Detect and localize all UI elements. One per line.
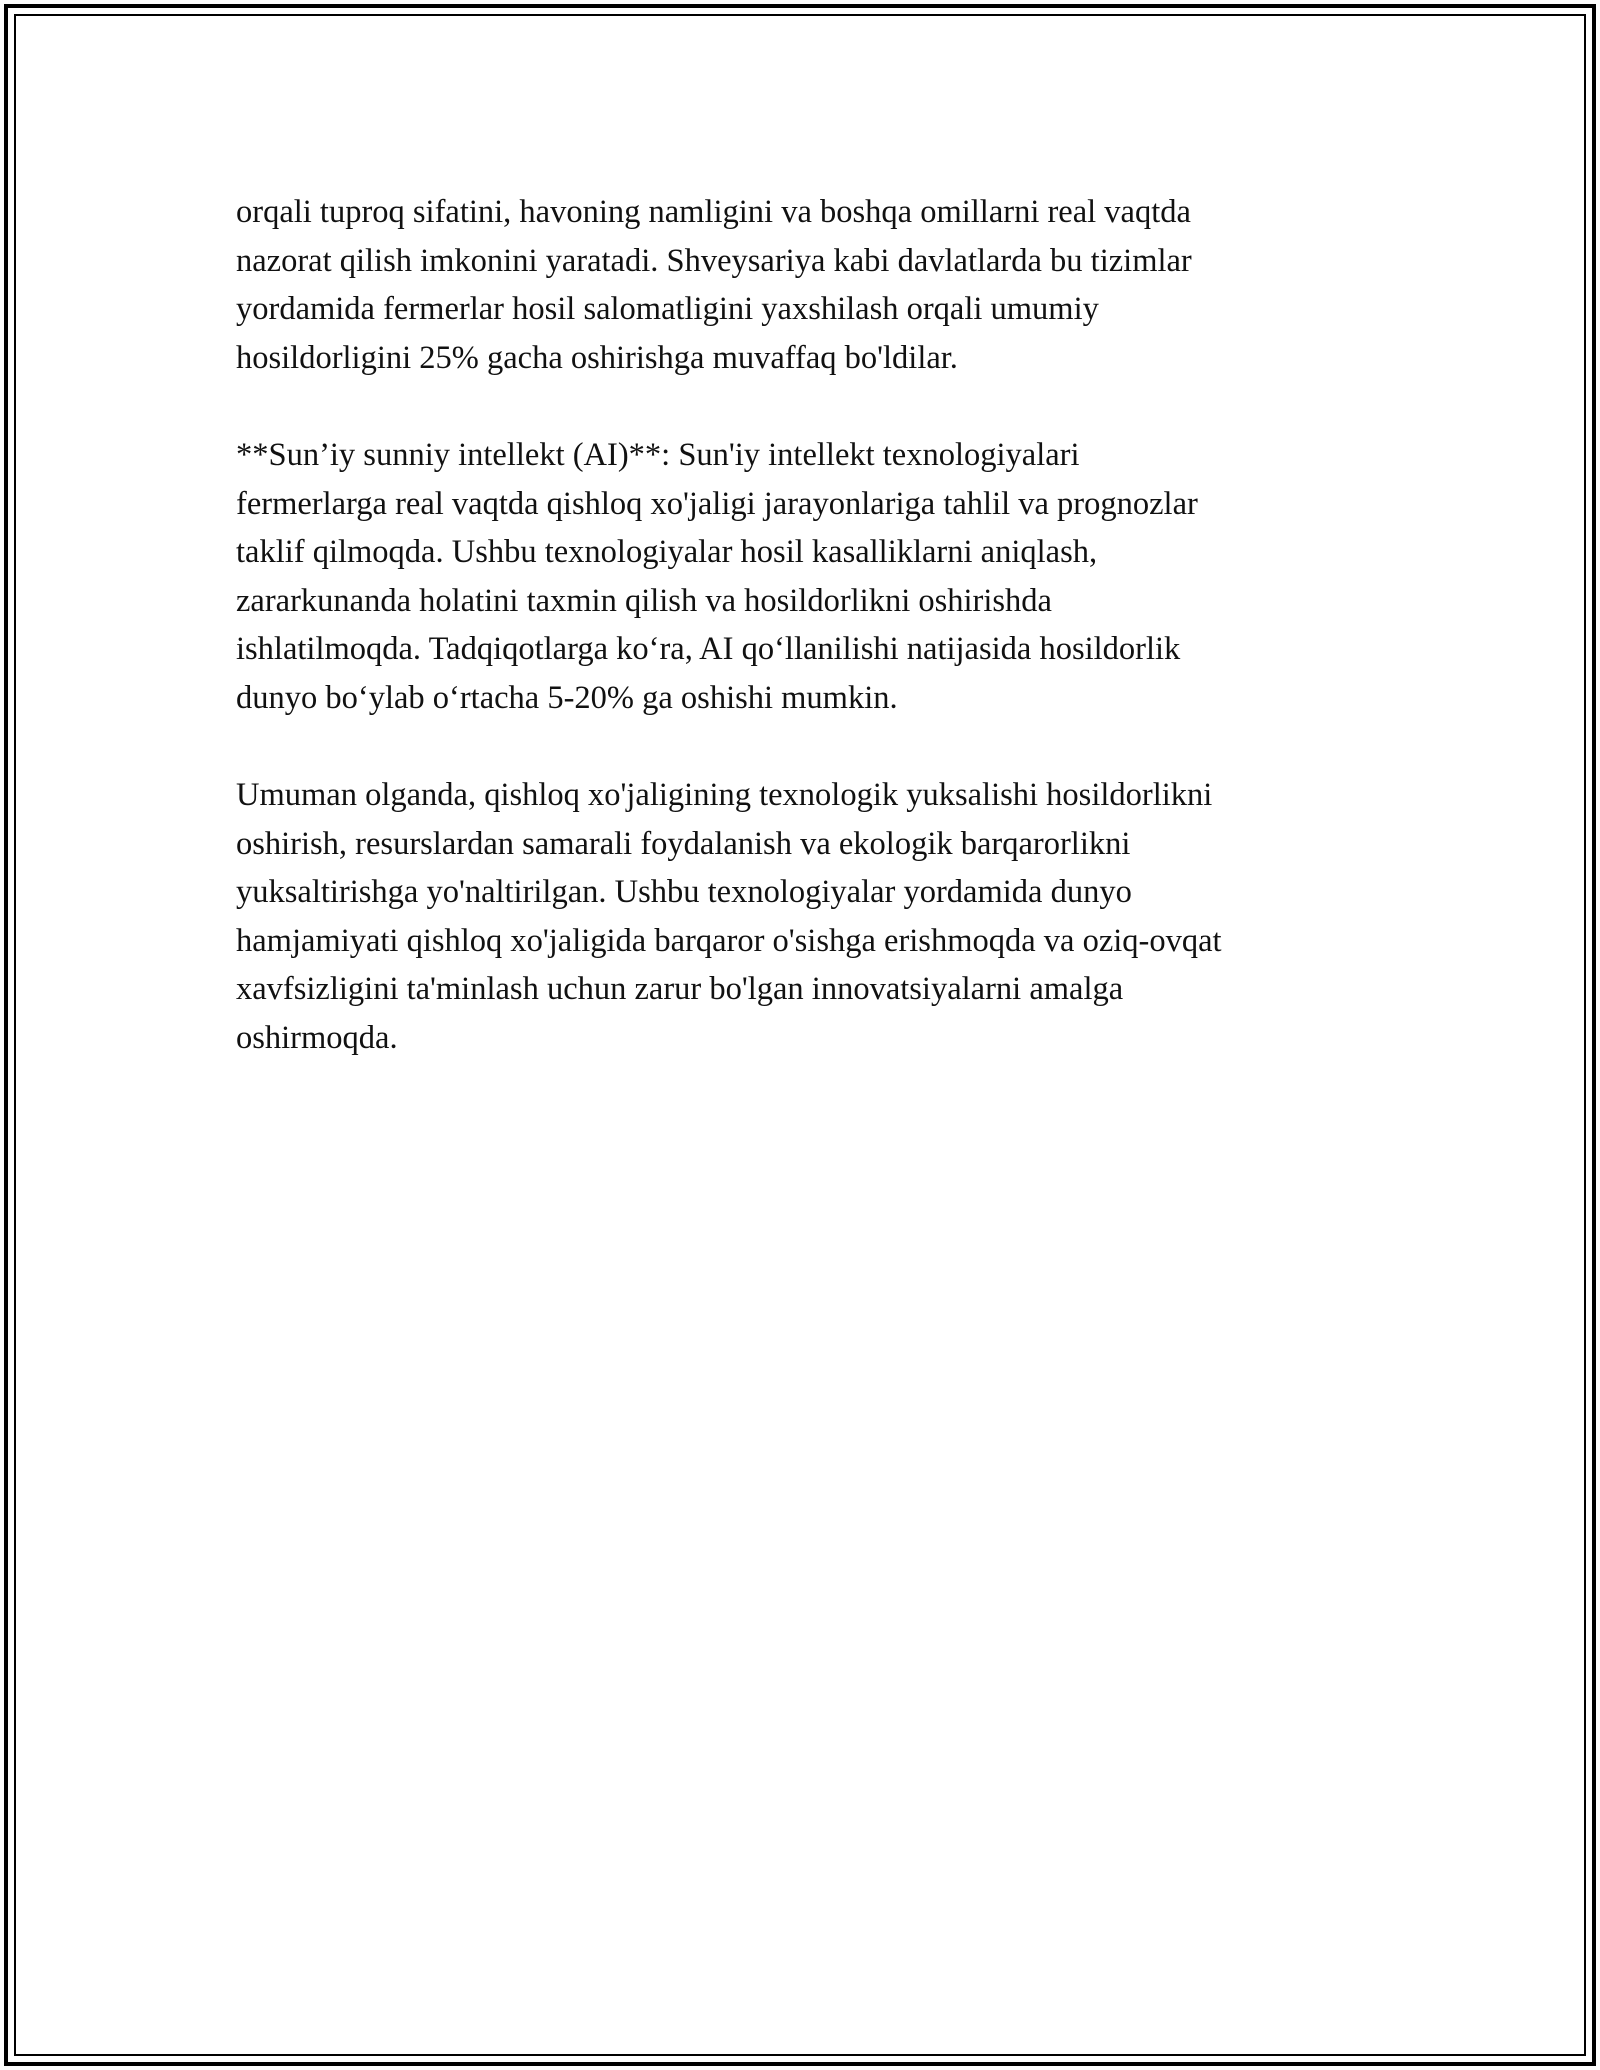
text-line: dunyo boʻylab oʻrtacha 5-20% ga oshishi mumkin. (236, 679, 898, 716)
text-line: orqali tuproq sifatini, havoning namligini va boshqa omillarni real vaqtda (236, 194, 1191, 230)
text-line: ishlatilmoqda. Tadqiqotlarga koʻra, AI qoʻllanilishi natijasida hosildorlik (236, 631, 1181, 667)
text-line: nazorat qilish imkonini yaratadi. Shveysariya kabi davlatlarda bu tizimlar (236, 242, 1192, 279)
text-line: oshirish, resurslardan samarali foydalanish va ekologik barqarorlikni (236, 825, 1131, 862)
paragraph-conclusion (236, 771, 1366, 1062)
text-line: fermerlarga real vaqtda qishloq xo'jaligi jarayonlariga tahlil va prognozlar (236, 485, 1198, 522)
text-line: hamjamiyati qishloq xo'jaligida barqaror o'sishga erishmoqda va oziq-ovqat (236, 922, 1222, 959)
text-line: yordamida fermerlar hosil salomatligini yaxshilash orqali umumiy (236, 291, 1099, 327)
text-line: zararkunanda holatini taxmin qilish va hosildorlikni oshirishda (236, 582, 1052, 619)
paragraph-sensors-continuation (236, 188, 1366, 382)
paragraph-artificial-intelligence (236, 431, 1366, 722)
document-body (236, 188, 1366, 1111)
text-line: hosildorligini 25% gacha oshirishga muvaffaq bo'ldilar. (236, 339, 958, 376)
text-line: **Sun’iy sunniy intellekt (AI)**: Sun'iy intellekt texnologiyalari (236, 437, 1080, 473)
text-line: oshirmoqda. (236, 1019, 398, 1056)
text-line: xavfsizligini ta'minlash uchun zarur bo'lgan innovatsiyalarni amalga (236, 971, 1124, 1007)
text-line: yuksaltirishga yo'naltirilgan. Ushbu texnologiyalar yordamida dunyo (236, 874, 1132, 910)
text-line: taklif qilmoqda. Ushbu texnologiyalar hosil kasalliklarni aniqlash, (236, 534, 1098, 570)
text-line: Umuman olganda, qishloq xo'jaligining texnologik yuksalishi hosildorlikni (236, 777, 1213, 813)
